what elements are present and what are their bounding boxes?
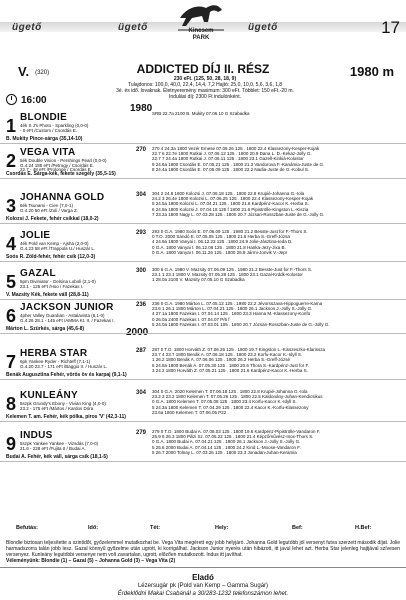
race-line-2: 3é. és idő. lovaknak. Életnyeremény maximum: 300 eFt. Többlet: 150 eFt.-20 m. <box>116 88 294 94</box>
form-row: 23.2 3 23.2 1800 Kelemen T. 07.05.26 125 . 1800 22.5 Kaldonány-Juhan-Kendicsikus <box>152 394 323 400</box>
race-time: 16:00 <box>6 94 47 106</box>
form-row: 8 24.4a 1800 Csordás E. 07.05.09 125 . 1800 22.2 Nadia-Juste de G.-Kobul S. <box>152 166 310 172</box>
form-row: 0 26.0a 2400 Fazekas I. 07.04.07 P/6 f <box>152 316 230 322</box>
horse-pedigree: 5ék Double Vision - Pershings Pearl (0,0-0) <box>20 158 107 163</box>
sale-title: Eladó <box>192 573 214 582</box>
horse-owner: Csordás E. Sárga-kék, fekete szegély (35,5-15) <box>6 171 116 177</box>
list-item <box>0 346 406 380</box>
form-lines <box>152 389 402 415</box>
horse-pedigree: 5szpk Yankee Yankee - Vizsdás (7,0-0) <box>20 441 99 446</box>
list-item <box>0 428 406 462</box>
distance-marker-2000: 2000 <box>126 327 149 338</box>
horse-record: 22.7 - 48 eFt /Prolonge / Csordás E. <box>20 167 93 172</box>
sale-contact: Érdeklődni Makai Csabánál a 30/283-1232 telefonszámon lehet. <box>117 591 289 597</box>
horse-owner: Márton L. Szürkés, sárga (45,6-8) <box>6 326 85 332</box>
horse-name: INDUS <box>20 430 53 441</box>
horse-earnings: G.4.23 58 eFt /Trappola U./ Huszár L. <box>20 246 96 251</box>
horse-earnings: 23.1 - 125 eFt /Hoo / Fazekas I. <box>20 284 84 289</box>
form-row: 1 26.2 1800 Benák A. 07.06.06 125 . 1800 26.2 Herba S.-Greff-Józsé <box>152 357 291 363</box>
form-lines <box>152 111 402 116</box>
form-row: 0 G.A. 1800 Kelemen T. 07.05.08 125 . 1800 23.4 Korfu-Kacor K.-Idyll S. <box>152 399 297 405</box>
form-row: 23.1 1 23.1 1800 V. Mazsity 07.05.28 125 . 1800 23.1 Gazal-Krddk-Kolostor <box>152 272 303 278</box>
horse-rating: 300 <box>135 268 146 274</box>
form-row: 25.9 6 26.3 1800 Pilizi Sz. 07.05.22 125 . 1800 21.4 Képzőművész-Inox-Thors S. <box>152 434 314 440</box>
horse-rating: 270 <box>135 147 146 153</box>
race-prize: 230 eFt. (125, 50, 28, 18, 9) <box>173 76 237 82</box>
horse-pedigree: 6pk Yankee Ryder - Richteff (7,1-1) <box>20 359 91 364</box>
horse-pedigree: 4ék S J's Photo - Sparkling (0,0-0) <box>20 123 89 128</box>
horse-rating: 293 <box>135 230 146 236</box>
divider <box>0 567 406 568</box>
entry-number: 8 <box>6 394 17 414</box>
list-item <box>0 300 406 334</box>
horse-pedigree: 5pm Diviniator - Gelsina Loboli (2,1-0) <box>20 279 96 284</box>
form-row: 0 T.O. 2000 Sandó E. 07.05.05 125 . 1800 21.6 Herba S.-Greff-Józsa <box>152 234 290 240</box>
horse-rating: 304 <box>135 390 146 396</box>
page-number: 17 <box>381 18 400 37</box>
form-row: 1 28.0a 2100 V. Mazsity 07.05.10 G Szabadka <box>152 277 245 283</box>
horse-pedigree: 4pher Valley Guardian - Astalavista (6,1-0) <box>20 313 105 318</box>
horse-name: JOLIE <box>20 230 51 241</box>
horse-owner: B. Mukity Pince-sárga (35,14-10) <box>6 136 83 142</box>
form-row: 270 4 24.3a 1800 Vezér Emese 07.06.26 125 . 1800 22.4 Klassezony-Kesper-Kojak <box>152 146 320 151</box>
list-item <box>0 110 406 144</box>
horse-earnings: G.4.24 185 eFt /Petrogy / Csordás E. <box>20 163 95 168</box>
form-row: 23.6a 1800 Kelemen T. 07.06.05 P22 . <box>152 409 229 415</box>
horse-name: KUNLEÁNY <box>20 390 78 401</box>
tip-text: Blondie (1) – Gazal (5) – Johanna Gold (3) – Vega Vita (2) <box>41 558 176 564</box>
form-row: 23.7 4 23.7 1800 Benák A. 07.06.18 125 . 1800 23.2 Korfu-Kacor K.-Idyll S. <box>152 352 303 358</box>
form-row: 23.6 1 26.1 1800 Márton L. 07.04.21 125 . 1800 26.1 Jackson J.-Jolly S.-Jolly G. <box>152 306 313 312</box>
race-title: ADDICTED DÍJ II. RÉSZ <box>136 62 270 76</box>
form-row: 287 0 T.O. 1800 Horváth Z. 07.06.26 125 . 1800 19.7 Kingston L.-Kisszeszko-Klarissza <box>152 347 326 352</box>
result-col-befutas: Befutás: <box>16 525 39 531</box>
form-row: 0 G.A. 1800 Budai A. 07.04.21 125 . 1800 26.1 Jackson J.-Jolly S.-Jolly G. <box>152 439 301 445</box>
form-row: 5 24.3a 1800 Kelemen T. 07.04.29 125 . 1800 22.4 Kacor K.-Korfu-Klassezony <box>152 404 309 410</box>
entry-number: 2 <box>6 151 17 171</box>
horse-earnings: G.4.26 28.1 - 145 eFt /AMMA Kt. II. / Fazekas I. <box>20 318 115 323</box>
horse-rating: 236 <box>135 302 146 308</box>
list-item <box>0 145 406 179</box>
list-item <box>0 190 406 224</box>
horse-name: VEGA VITA <box>20 147 76 158</box>
form-row: 236 0 G.A. 1980 Márton L. 07.05.12 125 . 1980 22.2 Jévorsszava-Hippoguerre-Kama <box>152 301 323 306</box>
form-row: 293 0 G.A. 1980 Soós E. 07.06.09 125 . 1980 21.2 Besste-Just for F.-Thors S. <box>152 229 308 234</box>
form-lines <box>152 191 402 217</box>
entry-number: 9 <box>6 434 17 454</box>
horse-earnings: 21.6 - 228 eFt /Fujita II / Budai A. <box>20 446 86 451</box>
form-row: 300 6 G.A. 1980 V. Mazsity 07.06.09 125 . 1980 21.2 Besste-Just for F.-Thors S. <box>152 267 313 272</box>
result-col-hely: Hely: <box>215 525 229 531</box>
horse-name: BLONDIE <box>20 112 68 123</box>
list-item <box>0 388 406 422</box>
horse-earnings: G.4.20 50 eFt /Zoli / Varga Z. <box>20 208 78 213</box>
race-header <box>0 58 406 116</box>
horse-pedigree: 5szpk Grundy's Ebony - Vivian King (4,0-0) <box>20 401 106 406</box>
horse-rating: 279 <box>135 430 146 436</box>
form-row: 7 23.2a 1800 Nagy L. 07.03.28 125 . 1800 20.7 Józsan-Rosszban-Juste de G.-Jolly G. <box>152 211 325 217</box>
form-row: 304 2 24.8 1800 Kolozsi J. 07.06.18 125 . 1800 22.8 Krupié-Johanna G.-Iola <box>152 191 305 196</box>
form-lines <box>152 229 402 255</box>
form-lines <box>152 146 402 172</box>
form-row: 279 0 T.O. 1800 Budai A. 07.06.03 125 . 1800 19.6 Kardpénz-Pipiströlle-Vandaron F. <box>152 429 321 434</box>
form-row: 0 G.A. 1800 Vanyai I. 06.12.06 125 . 1800 21.8 Hanka-Jezy-Jixa B. <box>152 244 286 250</box>
horse-name: JACKSON JUNIOR <box>20 302 114 313</box>
entry-number: 7 <box>6 352 17 372</box>
horse-owner: V. Mazsity Kék, fekete váll (28,8-11) <box>6 292 89 298</box>
list-item <box>0 228 406 262</box>
race-line-1: Tulajdonos: 100,0, 40,0, 22,4, 14,4, 7,2 Hajtó: 25,0, 10,0, 5,6, 3,6, 1,8 <box>127 82 283 88</box>
brand-left: ügető <box>12 22 42 33</box>
form-row: 5 26.7 2000 Tolnay L. 07.03.26 125 . 1800 23.3 Jonadan-Juhan-Keramia <box>152 449 297 455</box>
form-row: 0 G.A. 1800 Vanyai I. 06.11.26 125 . 1800 26.9 Jármi-Jonvik V.-Jepr <box>152 249 288 255</box>
form-row: 3 24.2 1800 Horváth Z. 07.05.21 125 . 1800 21.6 Kardpénz-Kacor K.-Herba S. <box>152 367 308 373</box>
horse-pedigree: 4ék Pold van Kemp - Ajsha (2,0-0) <box>20 241 89 246</box>
horse-name: JOHANNA GOLD <box>20 192 105 203</box>
brand-right: ügető <box>248 22 278 33</box>
form-row: SRB 22.7a 2100 B. Mukity 07.06.10 G Szabadka <box>152 111 250 116</box>
form-row: 5 24.5a 1800 Kolozsi L. 07.04.21 125 . 1800 21.6 Kardpénz-Kacor K.-Herba S. <box>152 201 309 207</box>
form-row: 22.7 6 22.7e 1800 Rutkai J. 07.06.12 125 . 1800 20.9 Dana L. D.-Kekaz-Jolly G. <box>152 151 312 157</box>
horse-owner: Benák Augusztina Fehér, vörös öv és karpaj (9,1-1) <box>6 372 127 378</box>
form-row: 4 27.1a 1800 Fazekas I. 07.04.14 125 . 1800 23.3 Hanna M.-Klassezony-Konfü <box>152 311 311 317</box>
form-row: 6 24.8a 1800 Benák A. 07.05.30 125 . 1800 20.6 Thora S.-Kardpénz-Just for F. <box>152 362 310 368</box>
horse-earnings: - 0 eFt /Custom / Csordás E. <box>20 128 78 133</box>
race-code: V. (320) <box>18 64 50 79</box>
horse-owner: Kelemen T. am. Fehér, kék pólka, piros 'V' (42,3-11) <box>6 414 126 420</box>
horse-owner: Kolozsi J. Fekete, fehér csíkkal (18,0-2) <box>6 216 99 222</box>
form-row: 6 24.9a 1800 Kolozsi J. 07.04.18 125 f 1800 21.6 Pipiströlle-Kingston L.-Kiszia <box>152 206 309 212</box>
entry-number: 3 <box>6 196 17 216</box>
horse-owner: Budai A. Fehér, kék váll, sárga csík (18,1-5) <box>6 454 108 460</box>
entry-number: 5 <box>6 272 17 292</box>
horse-rating: 287 <box>135 348 146 354</box>
race-line-3: Indulási díj: 2300 Ft indulónként. <box>169 94 241 100</box>
horse-name: HERBA STAR <box>20 348 88 359</box>
horse-name: GAZAL <box>20 268 56 279</box>
result-col-bef: Bef: <box>292 525 303 531</box>
form-row: 5 24.0a 1800 Fazekas I. 07.03.01 105 . 1800 20.7 Józsan-Rosszban-Juste de G.-Jolly G. <box>152 321 330 327</box>
form-row: 5 25.6 2000 Budai A. 07.04.14 125 . 1800 24.2 Kind L.-Moose-Vandaron F. <box>152 444 301 450</box>
form-lines <box>152 429 402 455</box>
entry-number: 4 <box>6 234 17 254</box>
horse-owner: Soós R. Zöld-fehér, fehér csík (12,0-3) <box>6 254 96 260</box>
form-row: 24.2 3 26.4e 1800 Kolozsi L. 07.06.25 125 . 1800 22.4 Klassezony-Kesper-Kojak <box>152 196 314 202</box>
tip-label: Véleményünk: <box>6 558 40 564</box>
form-lines <box>152 267 402 283</box>
form-lines <box>152 301 402 327</box>
horse-earnings: 23.2 - 175 eFt /Mártos / Kardos Dóra <box>20 406 94 411</box>
form-lines <box>152 347 402 373</box>
form-row: 304 0 G.A. 2020 Kelemen T. 07.06.18 125 . 1800 22.8 Krupié-Johanna G.-Iola <box>152 389 308 394</box>
page-header <box>0 0 406 44</box>
clock-icon <box>6 94 17 105</box>
sale-horse: Lézersugár pk (Pold van Kemp – Gamma Sugár) <box>137 583 269 589</box>
result-col-hbef: H.Bef: <box>355 525 372 531</box>
form-row: 4 24.9a 1800 Vanyai I. 06.12.23 125 . 1800 24.9 Jolie-Jásztina-Ieda D. <box>152 239 293 245</box>
form-row: 22.7 7 24.4a 1800 Rutkai J. 07.06.11 125 . 1800 23.1 Gazell-Kinkiá-Kolostor <box>152 156 304 162</box>
race-distance: 1980 m <box>349 64 394 79</box>
form-row: 9 24.6a 1800 Csordás E. 07.05.21 125 . 1800 21.3 Vandorova F.-Kanámia-Juste de G. <box>152 161 325 167</box>
logo-wordmark: Kincsem PARK <box>188 28 214 41</box>
entry-number: 1 <box>6 116 17 136</box>
horse-pedigree: 6ék Tsunami - Cien (7,0-1) <box>20 203 73 208</box>
list-item <box>0 266 406 300</box>
result-col-ido: Idő: <box>88 525 99 531</box>
race-commentary: Blondie biztosan teljesítette a szintidőt, győzelemmel mutatkozhat be. Vega Vita megérett egy jobb helyjáró. Johanna Gold legutóbb jól versenyt futva szerzett második díjat. Jolie harmadszorra talán jobb lesz. Gazal könnyű győzelme után ugrott, ki korrigálhat. Jackson Junior nyerés után hibázott, itt javul lehet azt. Herba Star jelenleg hajtjával szívesen versenyez. Kunleány legutóbbi versenye nem volt zavartalan, ugrott, előzően mutatkozott. Indus itt javíthat. Véleményünk: Blondie (1) – Gazal (5) – Johanna Gold (3) – Vega Vita (2) <box>6 540 400 564</box>
horse-rating: 304 <box>135 192 146 198</box>
distance-marker-1980: 1980 <box>130 103 153 114</box>
horse-earnings: G.4.20 23.7 - 171 eFt /Baggio II. / Huszár L. <box>20 364 108 369</box>
entry-number: 6 <box>6 306 17 326</box>
result-col-tet: Tét: <box>150 525 161 531</box>
brand-center-left: ügető <box>118 22 148 33</box>
